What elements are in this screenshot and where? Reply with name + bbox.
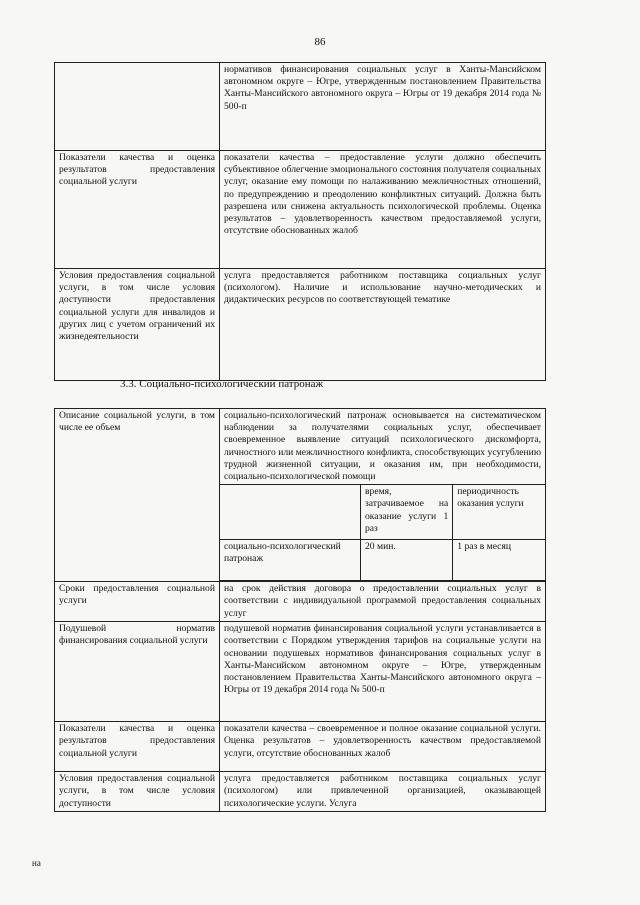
inner-frequency-value: 1 раз в месяц [453,540,545,581]
table-row [55,63,546,151]
patronage-service-table [54,408,546,812]
inner-header-row [220,485,545,540]
description-label: Описание социальной услуги, в том числе ее объем [55,409,220,582]
footer-mark: на [32,858,41,868]
row-label: Показатели качества и оценка результатов предоставления социальной услуги [55,722,220,772]
inner-service-name: социально-психологический патронаж [220,540,361,581]
services-table-continued [54,62,546,381]
inner-data-row [220,540,545,581]
time-frequency-table [220,485,545,580]
row-label: Сроки предоставления социальной услуги [55,582,220,622]
row-value: показатели качества – предоставление услуги должно обеспечить субъективное облегчение эмоционального состояния получателя социальных услуг, оказание ему помощи по налаживанию межличностных отношений, по предупреждению и преодолению конфликтных ситуаций. Должна быть разрешена или снижена актуальность психологической проблемы. Оценка результатов – удовлетворенность качеством предоставляемой услуги, отсутствие обоснованных жалоб [220,151,546,269]
inner-header-empty [220,485,361,540]
row-label: Показатели качества и оценка результатов предоставления социальной услуги [55,151,220,269]
description-text: социально-психологический патронаж основывается на систематическом наблюдении за получателями социальных услуг, обеспечивает своевременное выявление ситуаций психологического дискомфорта, личностного или межличностного конфликта, способствующих усугублению трудной жизненной ситуации, и оказания им, при необходимости, социально-психологической помощи [220,409,546,485]
table-row [55,151,546,269]
row-label: Условия предоставления социальной услуги, в том числе условия доступности [55,772,220,812]
table-row [55,622,546,722]
inner-table-cell [220,485,546,581]
table-row [55,772,546,812]
row-value: услуга предоставляется работником поставщика социальных услуг (психологом) или привлеченной организацией, оказывающей психологические услуги. Услуга [220,772,546,812]
inner-header-time: время, затрачиваемое на оказание услуги 1 раз [361,485,453,540]
row-value: на срок действия договора о предоставлении социальных услуг в соответствии с индивидуальной программой предоставления социальных услуг [220,582,546,622]
table-row [55,269,546,381]
table-row [55,409,546,485]
row-value: подушевой норматив финансирования социальной услуги устанавливается в соответствии с Порядком утверждения тарифов на социальные услуги на основании подушевых нормативов финансирования социальных услуг в Ханты-Мансийском автономном округе – Югре, утвержденным постановлением Правительства Ханты-Мансийского автономного округа – Югры от 19 декабря 2014 года № 500-п [220,622,546,722]
row-value: показатели качества – своевременное и полное оказание социальной услуги. Оценка результатов – удовлетворенность качеством предоставляемой услуги, отсутствие обоснованных жалоб [220,722,546,772]
row-value: услуга предоставляется работником поставщика социальных услуг (психологом). Наличие и использование научно-методических и дидактических ресурсов по соответствующей тематике [220,269,546,381]
table-row [55,582,546,622]
row-label: Подушевой норматив финансирования социальной услуги [55,622,220,722]
row-label [55,63,220,151]
inner-header-frequency: периодичность оказания услуги [453,485,545,540]
table-row [55,722,546,772]
page-number: 86 [314,36,326,48]
row-label: Условия предоставления социальной услуги, в том числе условия доступности предоставления социальной услуги для инвалидов и других лиц с учетом ограничений их жизнедеятельности [55,269,220,381]
section-heading: 3.3. Социально-психологический патронаж [120,378,324,390]
row-value: нормативов финансирования социальных услуг в Ханты-Мансийском автономном округе – Югре, утвержденным постановлением Правительства Ханты-Мансийского автономного округа – Югры от 19 декабря 2014 года № 500-п [220,63,546,151]
inner-time-value: 20 мин. [361,540,453,581]
